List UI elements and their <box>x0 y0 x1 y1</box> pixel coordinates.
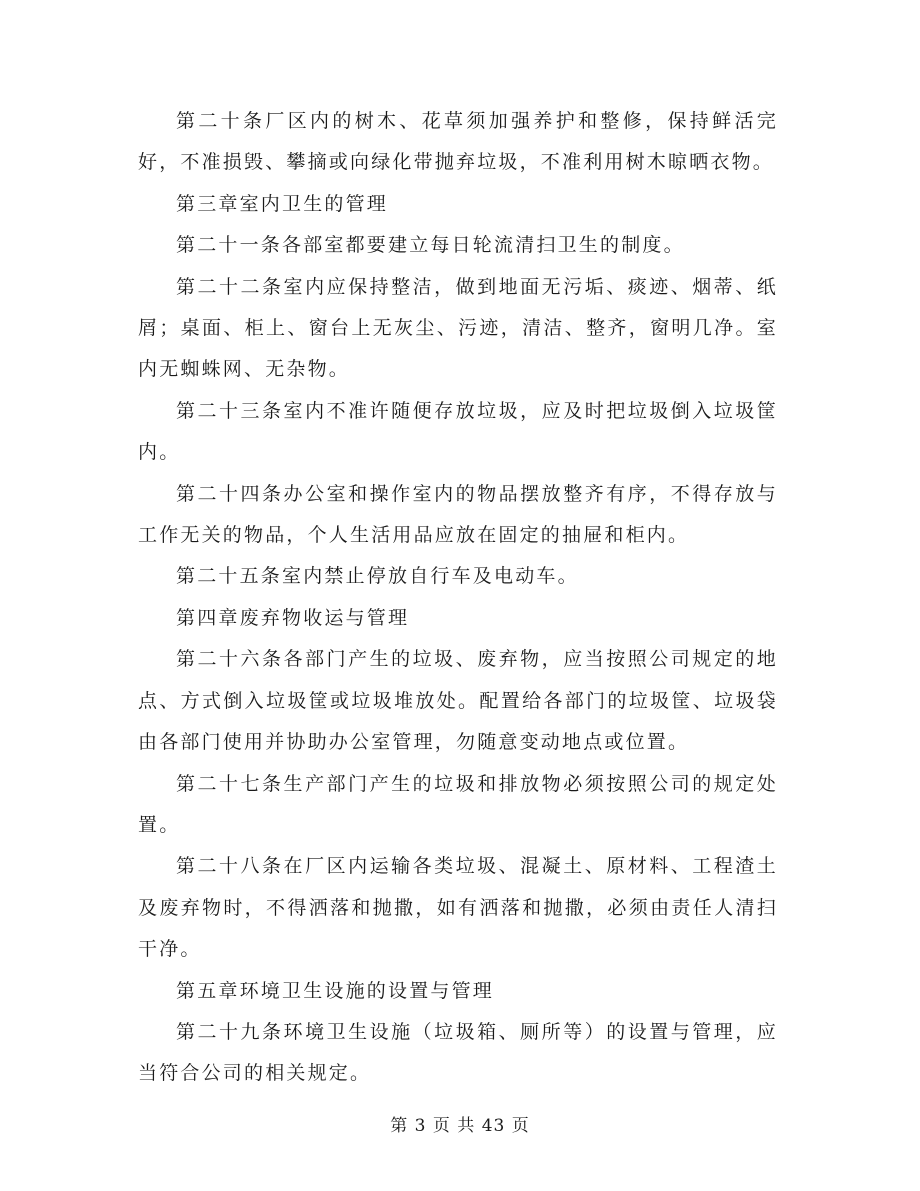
paragraph-article-26: 第二十六条各部门产生的垃圾、废弃物，应当按照公司规定的地点、方式倒入垃圾筐或垃圾堆放处。配置给各部门的垃圾筐、垃圾袋由各部门使用并协助办公室管理，勿随意变动地点或位置。 <box>138 648 778 754</box>
page-number-footer: 第 3 页 共 43 页 <box>390 1116 530 1136</box>
paragraph-article-29: 第二十九条环境卫生设施（垃圾箱、厕所等）的设置与管理，应当符合公司的相关规定。 <box>138 1020 778 1085</box>
paragraph-article-21: 第二十一条各部室都要建立每日轮流清扫卫生的制度。 <box>176 234 685 257</box>
paragraph-article-25: 第二十五条室内禁止停放自行车及电动车。 <box>176 565 579 588</box>
paragraph-article-27: 第二十七条生产部门产生的垃圾和排放物必须按照公司的规定处置。 <box>138 772 778 836</box>
paragraph-article-22: 第二十二条室内应保持整洁，做到地面无污垢、痰迹、烟蒂、纸屑；桌面、柜上、窗台上无灰尘、污迹，清洁、整齐，窗明几净。室内无蜘蛛网、无杂物。 <box>138 275 778 381</box>
paragraph-article-24: 第二十四条办公室和操作室内的物品摆放整齐有序，不得存放与工作无关的物品，个人生活用品应放在固定的抽屉和柜内。 <box>138 482 778 547</box>
document-body <box>138 101 778 1095</box>
paragraph-article-23: 第二十三条室内不准许随便存放垃圾，应及时把垃圾倒入垃圾筐内。 <box>138 399 778 464</box>
chapter-3-heading: 第三章室内卫生的管理 <box>176 192 389 215</box>
chapter-5-heading: 第五章环境卫生设施的设置与管理 <box>176 979 495 1002</box>
paragraph-article-20: 第二十条厂区内的树木、花草须加强养护和整修，保持鲜活完好，不准损毁、攀摘或向绿化带抛弃垃圾，不准利用树木晾晒衣物。 <box>138 110 778 174</box>
paragraph-article-28: 第二十八条在厂区内运输各类垃圾、混凝土、原材料、工程渣土及废弃物时，不得洒落和抛撒，如有洒落和抛撒，必须由责任人清扫干净。 <box>138 855 778 961</box>
chapter-4-heading: 第四章废弃物收运与管理 <box>176 606 410 629</box>
